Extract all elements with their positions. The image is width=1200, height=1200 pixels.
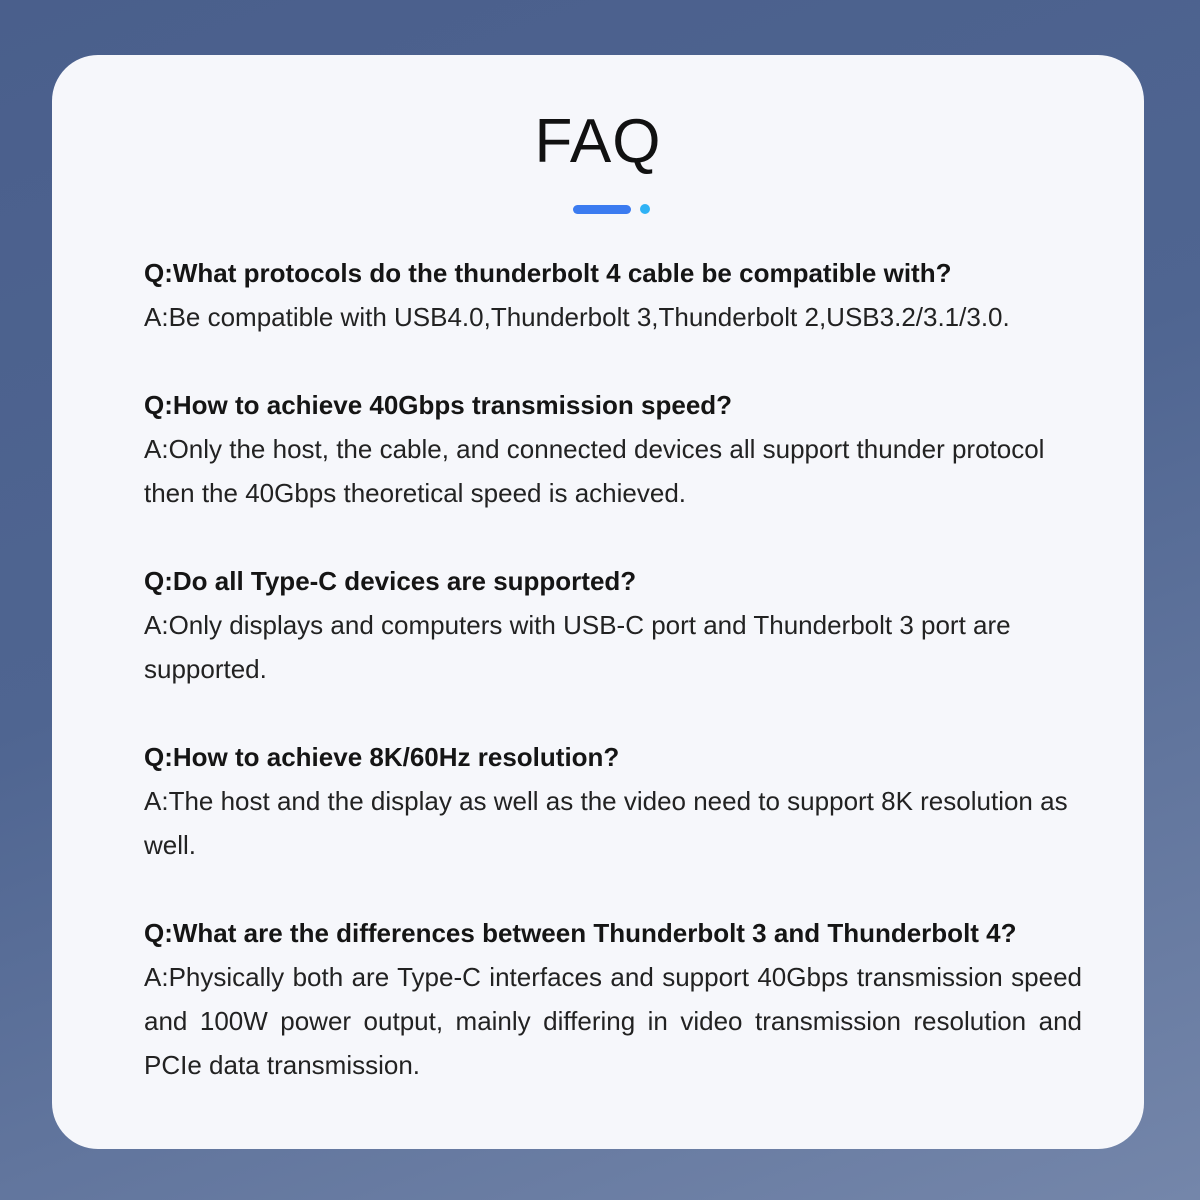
- faq-item: [144, 383, 1082, 515]
- faq-question: Q:How to achieve 8K/60Hz resolution?: [144, 742, 620, 772]
- faq-question: Q:How to achieve 40Gbps transmission speed?: [144, 390, 733, 420]
- faq-answer: A:Only displays and computers with USB-C port and Thunderbolt 3 port are supported.: [144, 610, 1011, 684]
- accent-dot: [640, 204, 650, 214]
- faq-question: Q:Do all Type-C devices are supported?: [144, 566, 637, 596]
- faq-card: [52, 55, 1144, 1149]
- faq-question: Q:What protocols do the thunderbolt 4 cable be compatible with?: [144, 258, 952, 288]
- faq-item: [144, 559, 1082, 691]
- title-accent-divider: [573, 204, 650, 214]
- faq-answer: A:Only the host, the cable, and connected devices all support thunder protocol then the 40Gbps theoretical speed is achieved.: [144, 434, 1045, 508]
- accent-bar: [573, 205, 631, 214]
- faq-answer: A:Be compatible with USB4.0,Thunderbolt 3,Thunderbolt 2,USB3.2/3.1/3.0.: [144, 302, 1010, 332]
- faq-answer: A:The host and the display as well as the video need to support 8K resolution as well.: [144, 786, 1068, 860]
- page-title: FAQ: [534, 107, 662, 176]
- faq-item: [144, 251, 1082, 339]
- faq-list: [144, 251, 1082, 1131]
- faq-item: [144, 735, 1082, 867]
- faq-question: Q:What are the differences between Thunderbolt 3 and Thunderbolt 4?: [144, 918, 1017, 948]
- faq-answer: A:Physically both are Type-C interfaces and support 40Gbps transmission speed and 100W power output, mainly differing in video transmission resolution and PCIe data transmission.: [144, 962, 1082, 1080]
- faq-item: [144, 911, 1082, 1087]
